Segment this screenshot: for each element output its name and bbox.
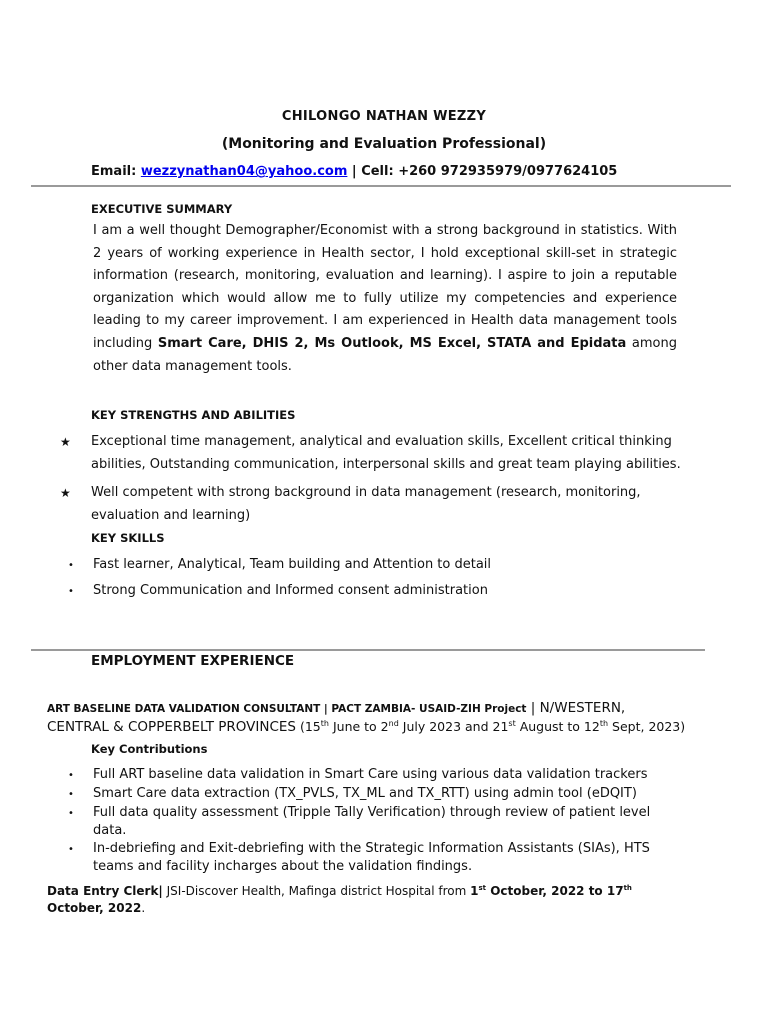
job2-end-period: . bbox=[141, 901, 146, 915]
date-sup: th bbox=[623, 884, 632, 892]
date-part: August to 12 bbox=[515, 719, 600, 735]
strengths-heading: KEY STRENGTHS AND ABILITIES bbox=[91, 408, 296, 422]
date-sup: nd bbox=[388, 719, 399, 728]
bullet-icon: • bbox=[68, 789, 74, 800]
job2-line1 bbox=[47, 884, 632, 898]
job2-start bbox=[470, 884, 632, 898]
strength-item: Well competent with strong background in data management (research, monitoring, evaluation and learning) bbox=[91, 485, 641, 523]
employment-heading: EMPLOYMENT EXPERIENCE bbox=[91, 653, 295, 669]
bullet-icon: • bbox=[68, 770, 74, 781]
summary-tools: Smart Care, DHIS 2, Ms Outlook, MS Excel, STATA and Epidata bbox=[157, 335, 627, 351]
strength-item: Exceptional time management, analytical and evaluation skills, Excellent critical thinking abilities, Outstanding communication, interpersonal skills and great team playing abilities. bbox=[91, 434, 681, 472]
skills-heading: KEY SKILLS bbox=[91, 531, 165, 545]
skill-item: Fast learner, Analytical, Team building and Attention to detail bbox=[93, 557, 492, 572]
skill-item: Strong Communication and Informed consent administration bbox=[93, 583, 488, 598]
date-part: July 2023 and 21 bbox=[398, 719, 509, 735]
bullet-icon: • bbox=[68, 560, 74, 571]
job1-dates bbox=[296, 719, 685, 734]
contribution-item: Full ART baseline data validation in Smart Care using various data validation trackers bbox=[93, 767, 648, 782]
star-bullet-icon: ★ bbox=[60, 435, 71, 449]
email-label: Email: bbox=[91, 164, 137, 179]
job1-title-line1 bbox=[47, 700, 747, 716]
job2-title: Data Entry Clerk| bbox=[47, 884, 163, 898]
job1-title: ART BASELINE DATA VALIDATION CONSULTANT | PACT ZAMBIA- USAID-ZIH Project bbox=[47, 703, 527, 715]
candidate-role: (Monitoring and Evaluation Professional) bbox=[221, 136, 547, 152]
summary-text-before: I am a well thought Demographer/Economist with a strong background in statistics. With 2 years of working experience in Health sector, I hold exceptional skill-set in strategic information (research, monitoring, evaluation and learning). I aspire to join a reputable organization which would allow me to fully utilize my competencies and experience leading to my career improvement. I am experienced in Health data management tools including bbox=[93, 223, 677, 351]
executive-summary-heading: EXECUTIVE SUMMARY bbox=[91, 202, 233, 216]
date-part: 1 bbox=[470, 884, 479, 898]
bullet-icon: • bbox=[68, 586, 74, 597]
job2-end: October, 2022 bbox=[47, 901, 142, 915]
contact-line bbox=[91, 164, 617, 179]
cell-text: | Cell: +260 972935979/0977624105 bbox=[351, 164, 618, 179]
employment-divider bbox=[31, 649, 705, 651]
date-part: June to 2 bbox=[328, 719, 389, 735]
date-sup: st bbox=[478, 884, 487, 892]
date-part: (15 bbox=[296, 719, 321, 735]
bullet-icon: • bbox=[68, 844, 74, 855]
date-part: Sept, 2023) bbox=[608, 719, 686, 735]
bullet-icon: • bbox=[68, 808, 74, 819]
job2-org: JSI-Discover Health, Mafinga district Hospital from bbox=[162, 884, 471, 898]
executive-summary-text bbox=[93, 220, 677, 378]
job1-location-1: | N/WESTERN, bbox=[526, 700, 626, 716]
contribution-item: In-debriefing and Exit-debriefing with the Strategic Information Assistants (SIAs), HTS teams and facility incharges about the validation findings. bbox=[93, 841, 650, 874]
contribution-item: Full data quality assessment (Tripple Tally Verification) through review of patient level data. bbox=[93, 805, 651, 838]
job1-location-2: CENTRAL & COPPERBELT PROVINCES bbox=[47, 719, 296, 736]
star-bullet-icon: ★ bbox=[60, 486, 71, 500]
date-sup: th bbox=[599, 719, 609, 728]
date-part: October, 2022 to 17 bbox=[486, 884, 624, 898]
job2-line2 bbox=[47, 901, 145, 915]
candidate-name: CHILONGO NATHAN WEZZY bbox=[281, 109, 487, 124]
job1-title-line2 bbox=[47, 719, 767, 735]
header-divider bbox=[31, 185, 731, 187]
date-sup: st bbox=[508, 719, 516, 728]
contribution-item: Smart Care data extraction (TX_PVLS, TX_ML and TX_RTT) using admin tool (eDQIT) bbox=[93, 786, 637, 801]
key-contributions-heading: Key Contributions bbox=[91, 742, 208, 756]
date-sup: th bbox=[320, 719, 329, 728]
email-link[interactable]: wezzynathan04@yahoo.com bbox=[140, 164, 348, 179]
summary-text-after: among other data management tools. bbox=[93, 335, 677, 374]
